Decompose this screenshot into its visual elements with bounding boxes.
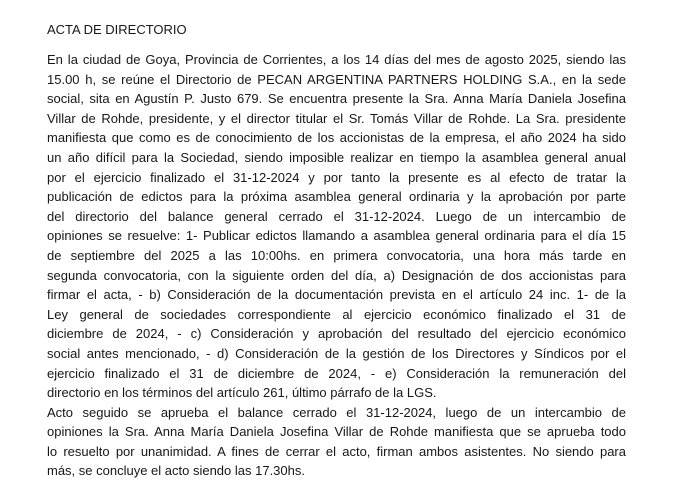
paragraph bbox=[47, 50, 626, 403]
document-line: segunda convocatoria, con la siguiente orden del día, a) Designación de dos accionistas para bbox=[47, 267, 626, 283]
document-body bbox=[47, 50, 626, 481]
document-line: un año difícil para la Sociedad, siendo imposible realizar en tiempo la asamblea general anual bbox=[47, 149, 626, 165]
document-title: ACTA DE DIRECTORIO bbox=[47, 22, 187, 37]
document-line: En la ciudad de Goya, Provincia de Corrientes, a los 14 días del mes de agosto 2025, siendo las bbox=[47, 52, 626, 67]
document-line: más, se concluye el acto siendo las 17.30hs. bbox=[47, 463, 305, 479]
document-line: manifiesta que como es de conocimiento de los accionistas de la empresa, el año 2024 ha sido bbox=[47, 130, 626, 146]
document-line: Acto seguido se aprueba el balance cerrado el 31-12-2024, luego de un intercambio de bbox=[47, 404, 626, 420]
document-line: ejercicio finalizado el 31 de diciembre de 2024, - e) Consideración la remuneración del bbox=[47, 365, 626, 381]
document-line: social antes mencionado, - d) Consideración de la gestión de los Directores y Síndicos por el bbox=[47, 345, 626, 361]
document-line: por el ejercicio finalizado el 31-12-2024 y por tanto la presente es al efecto de tratar la bbox=[47, 169, 626, 185]
document-line: del directorio del balance general cerrado el 31-12-2024. Luego de un intercambio de bbox=[47, 208, 626, 224]
document-line: social, sita en Agustín P. Justo 679. Se encuentra presente la Sra. Anna María Daniela Josefina bbox=[47, 91, 626, 107]
document-line: directorio en los términos del artículo 261, último párrafo de la LGS. bbox=[47, 385, 437, 401]
paragraph bbox=[47, 403, 626, 481]
document-line: de septiembre del 2025 a las 10:00hs. en primera convocatoria, una hora más tarde en bbox=[47, 247, 626, 263]
document-line: opiniones la Sra. Anna María Daniela Josefina Villar de Rohde manifiesta que se aprueba todo bbox=[47, 424, 626, 440]
document-line: firmar el acta, - b) Consideración de la documentación prevista en el artículo 24 inc. 1- de la bbox=[47, 287, 626, 303]
document-line: 15.00 h, se reúne el Directorio de PECAN ARGENTINA PARTNERS HOLDING S.A., en la sede bbox=[47, 71, 626, 87]
document-line: opiniones se resuelve: 1- Publicar edictos llamando a asamblea general ordinaria para el día 15 bbox=[47, 228, 626, 244]
document-line: lo resuelto por unanimidad. A fines de cerrar el acto, firman ambos asistentes. No siendo para bbox=[47, 443, 626, 459]
document-line: Ley general de sociedades correspondiente al ejercicio económico finalizado el 31 de bbox=[47, 306, 626, 322]
document-line: diciembre de 2024, - c) Consideración y aprobación del resultado del ejercicio económico bbox=[47, 326, 626, 342]
document-line: publicación de edictos para la próxima asamblea general ordinaria y la aprobación por parte bbox=[47, 189, 626, 205]
document-line: Villar de Rohde, presidente, y el director titular el Sr. Tomás Villar de Rohde. La Sra. presidente bbox=[47, 110, 626, 126]
